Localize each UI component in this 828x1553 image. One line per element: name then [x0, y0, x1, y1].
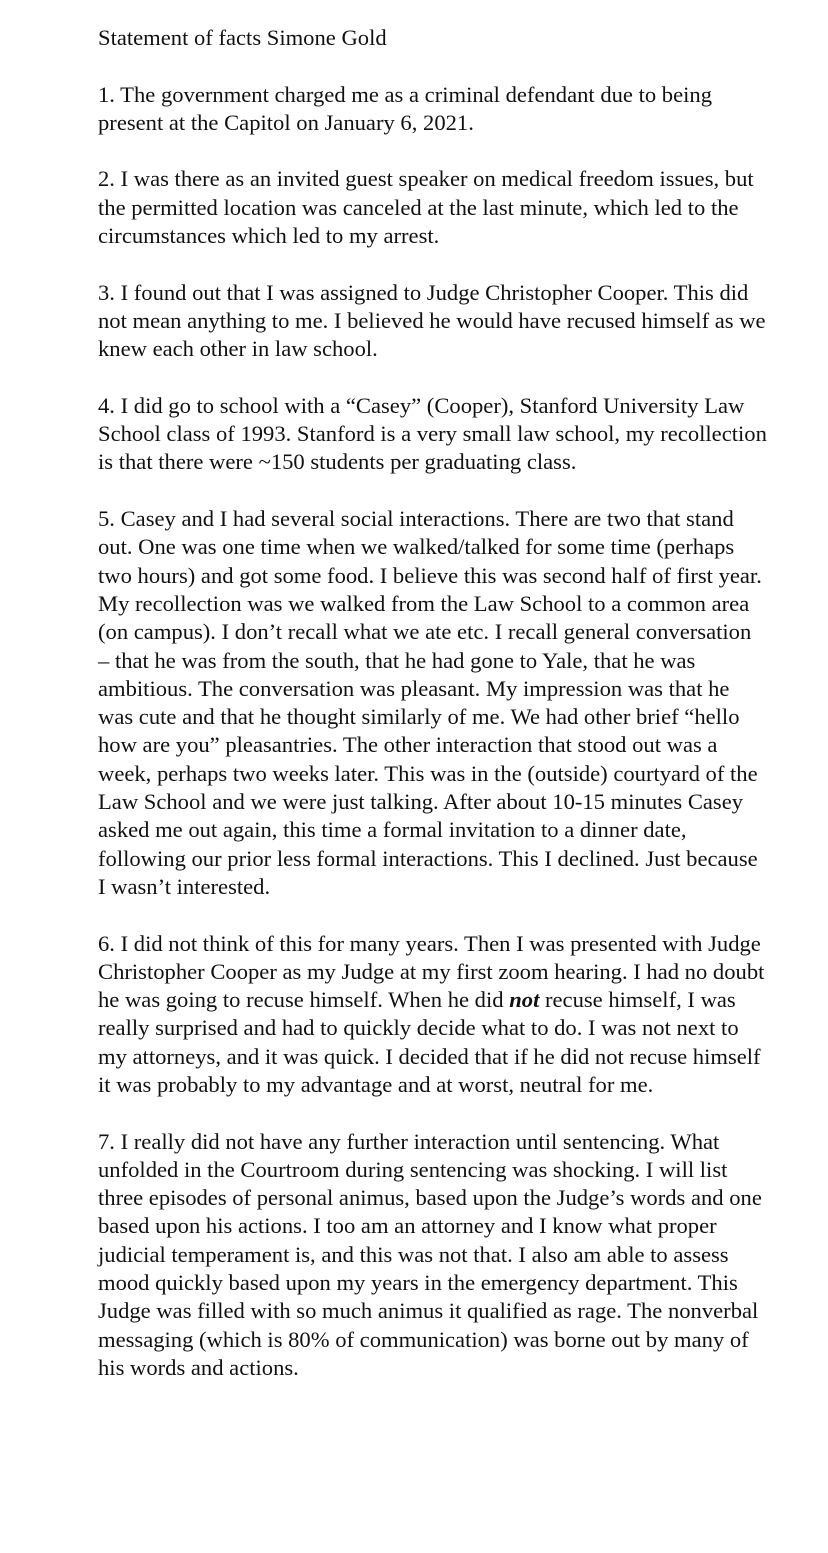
paragraph-7: 7. I really did not have any further interaction until sentencing. What unfolded in the Courtroom during sentencing was shocking. I will list three episodes of personal animus, based upon the Judge’s words and one based upon his actions. I too am an attorney and I know what proper judicial temperament is, and this was not that. I also am able to assess mood quickly based upon my years in the emergency department. This Judge was filled with so much animus it qualified as rage. The nonverbal messaging (which is 80% of communication) was borne out by many of his words and actions.: [98, 1128, 762, 1380]
document-title: Statement of facts Simone Gold: [98, 25, 387, 50]
paragraph-3: 3. I found out that I was assigned to Judge Christopher Cooper. This did not mean anything to me. I believed he would have recused himself as we knew each other in law school.: [98, 279, 766, 362]
paragraph-6-after: recuse himself, I was really surprised and had to quickly decide what to do. I was not next to my attorneys, and it was quick. I decided that if he did not recuse himself it was probably to my advantage and at worst, neutral for me.: [98, 987, 761, 1097]
paragraph-6: [98, 930, 768, 1100]
paragraph-1: 1. The government charged me as a criminal defendant due to being present at the Capitol on January 6, 2021.: [98, 81, 713, 135]
paragraph-6-emphasis: not: [509, 987, 540, 1013]
paragraph-2: 2. I was there as an invited guest speaker on medical freedom issues, but the permitted location was canceled at the last minute, which led to the circumstances which led to my arrest.: [98, 166, 754, 249]
paragraph-6-before: 6. I did not think of this for many years. Then I was presented with Judge Christopher Cooper as my Judge at my first zoom hearing. I had no doubt he was going to recuse himself. When he did: [98, 930, 765, 1013]
paragraph-5: 5. Casey and I had several social interactions. There are two that stand out. One was one time when we walked/talked for some time (perhaps two hours) and got some food. I believe this was second half of first year. My recollection was we walked from the Law School to a common area (on campus). I don’t recall what we ate etc. I recall general conversation – that he was from the south, that he had gone to Yale, that he was ambitious. The conversation was pleasant. My impression was that he was cute and that he thought similarly of me. We had other brief “hello how are you” pleasantries. The other interaction that stood out was a week, perhaps two weeks later. This was in the (outside) courtyard of the Law School and we were just talking. After about 10-15 minutes Casey asked me out again, this time a formal invitation to a dinner date, following our prior less formal interactions. This I declined. Just because I wasn’t interested.: [98, 506, 762, 899]
paragraph-4: 4. I did go to school with a “Casey” (Cooper), Stanford University Law School class of 1993. Stanford is a very small law school, my recollection is that there were ~150 students per graduating class.: [98, 392, 767, 475]
